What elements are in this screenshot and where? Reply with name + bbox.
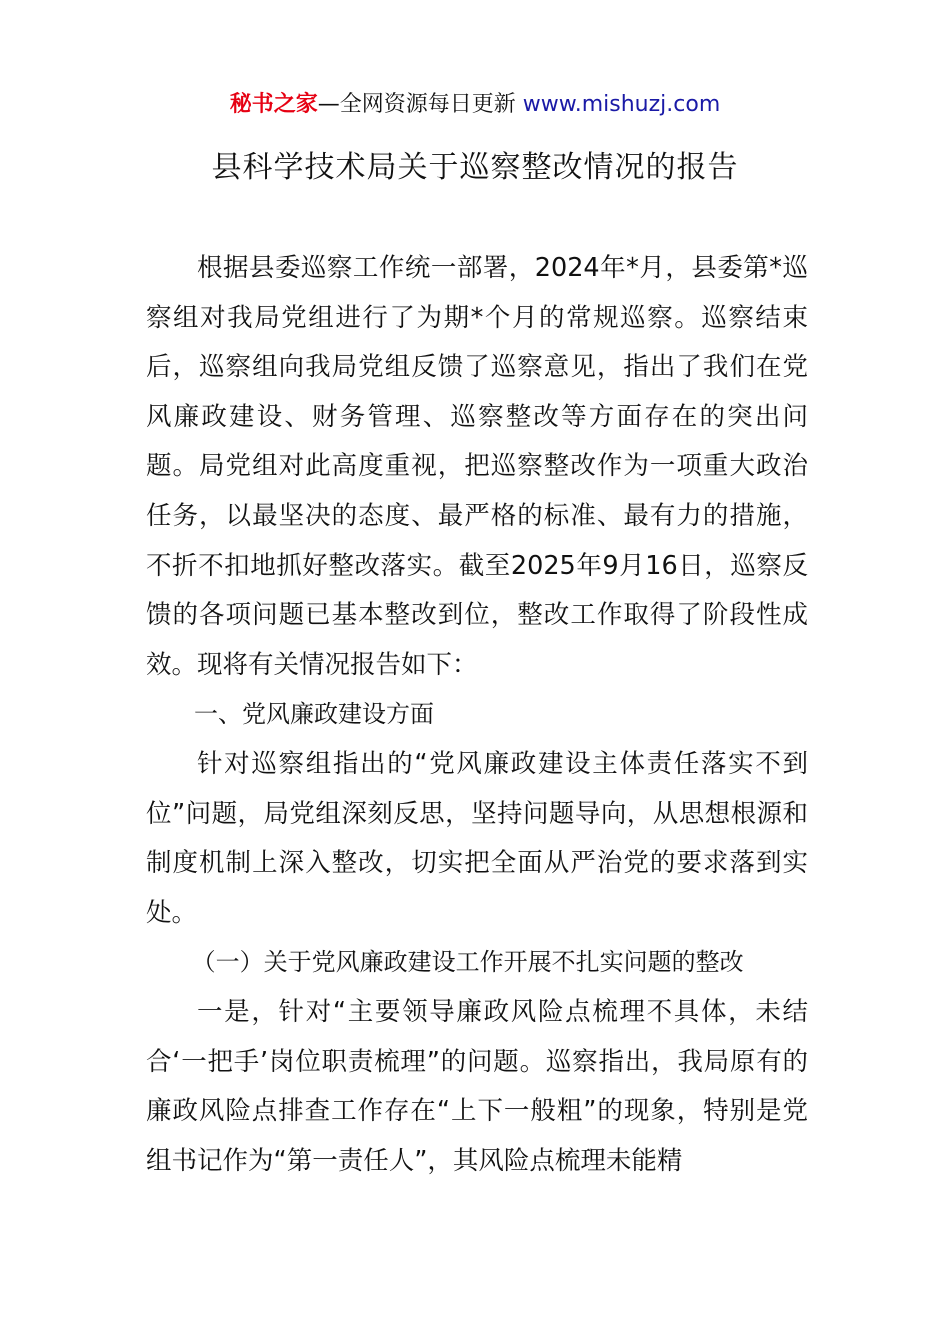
document-body bbox=[146, 244, 808, 1186]
item-paragraph: 一是，针对“主要领导廉政风险点梳理不具体，未结合‘一把手’岗位职责梳理”的问题。巡察指出，我局原有的廉政风险点排查工作存在“上下一般粗”的现象，特别是党组书记作为“第一责任人”，其风险点梳理未能精 bbox=[146, 996, 808, 1176]
site-brand: 秘书之家 bbox=[229, 92, 318, 117]
site-header bbox=[0, 88, 950, 122]
subsection-heading: （一）关于党风廉政建设工作开展不扎实问题的整改 bbox=[191, 948, 744, 977]
site-url[interactable]: www.mishuzj.com bbox=[522, 92, 721, 117]
section-heading: 一、党风廉政建设方面 bbox=[194, 700, 434, 729]
document-title: 县科学技术局关于巡察整改情况的报告 bbox=[211, 150, 739, 185]
section-paragraph: 针对巡察组指出的“党风廉政建设主体责任落实不到位”问题，局党组深刻反思，坚持问题导向，从思想根源和制度机制上深入整改，切实把全面从严治党的要求落到实处。 bbox=[146, 748, 808, 928]
site-tagline: —全网资源每日更新 bbox=[317, 92, 516, 117]
intro-paragraph: 根据县委巡察工作统一部署，2024年*月，县委第*巡察组对我局党组进行了为期*个月的常规巡察。巡察结束后，巡察组向我局党组反馈了巡察意见，指出了我们在党风廉政建设、财务管理、巡察整改等方面存在的突出问题。局党组对此高度重视，把巡察整改作为一项重大政治任务，以最坚决的态度、最严格的标准、最有力的措施，不折不扣地抓好整改落实。截至2025年9月16日，巡察反馈的各项问题已基本整改到位，整改工作取得了阶段性成效。现将有关情况报告如下： bbox=[146, 253, 808, 680]
